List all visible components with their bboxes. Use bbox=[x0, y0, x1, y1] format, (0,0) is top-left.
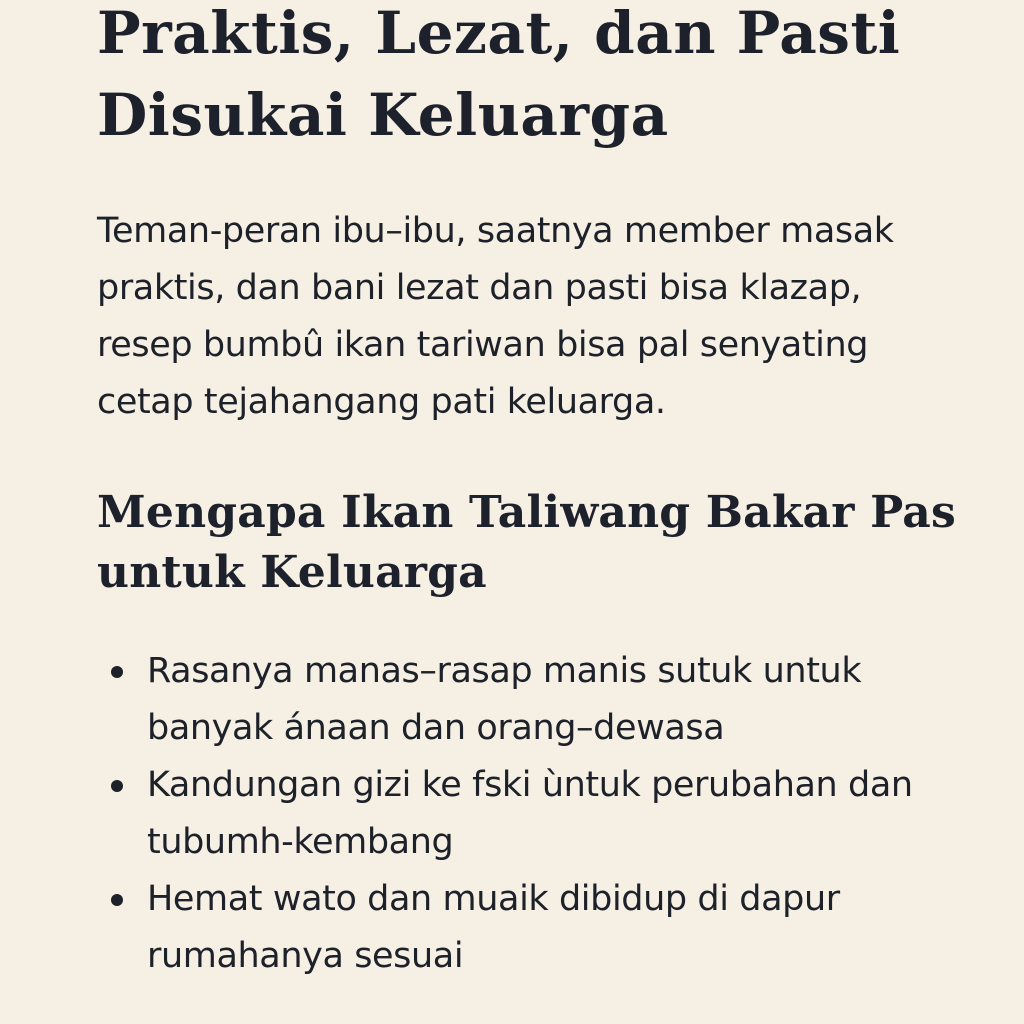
list-item-text: Rasanya manas–rasap manis sutuk untuk banyak ánaan dan orang–dewasa bbox=[147, 651, 862, 748]
intro-paragraph: Teman-peran ibu–ibu, saatnya member masak praktis, dan bani lezat dan pasti bisa klazap, resep bumbû ikan tariwan bisa pal senyating cetap tejahangang pati keluarga. bbox=[97, 211, 894, 422]
bullet-icon bbox=[111, 894, 123, 906]
bullet-icon bbox=[111, 780, 123, 792]
reasons-list bbox=[97, 643, 957, 985]
section-heading: Mengapa Ikan Taliwang Bakar Pas untuk Keluarga bbox=[97, 487, 956, 598]
list-item bbox=[97, 643, 957, 757]
list-item bbox=[97, 757, 957, 871]
bullet-icon bbox=[111, 666, 123, 678]
list-item-text: Kandungan gizi ke fski ùntuk perubahan dan tubumh-kembang bbox=[147, 765, 913, 862]
article-title: Praktis, Lezat, dan Pasti Disukai Keluarga bbox=[97, 0, 901, 149]
list-item bbox=[97, 871, 957, 985]
list-item-text: Hemat wato dan muaik dibidup di dapur rumahanya sesuai bbox=[147, 879, 840, 976]
